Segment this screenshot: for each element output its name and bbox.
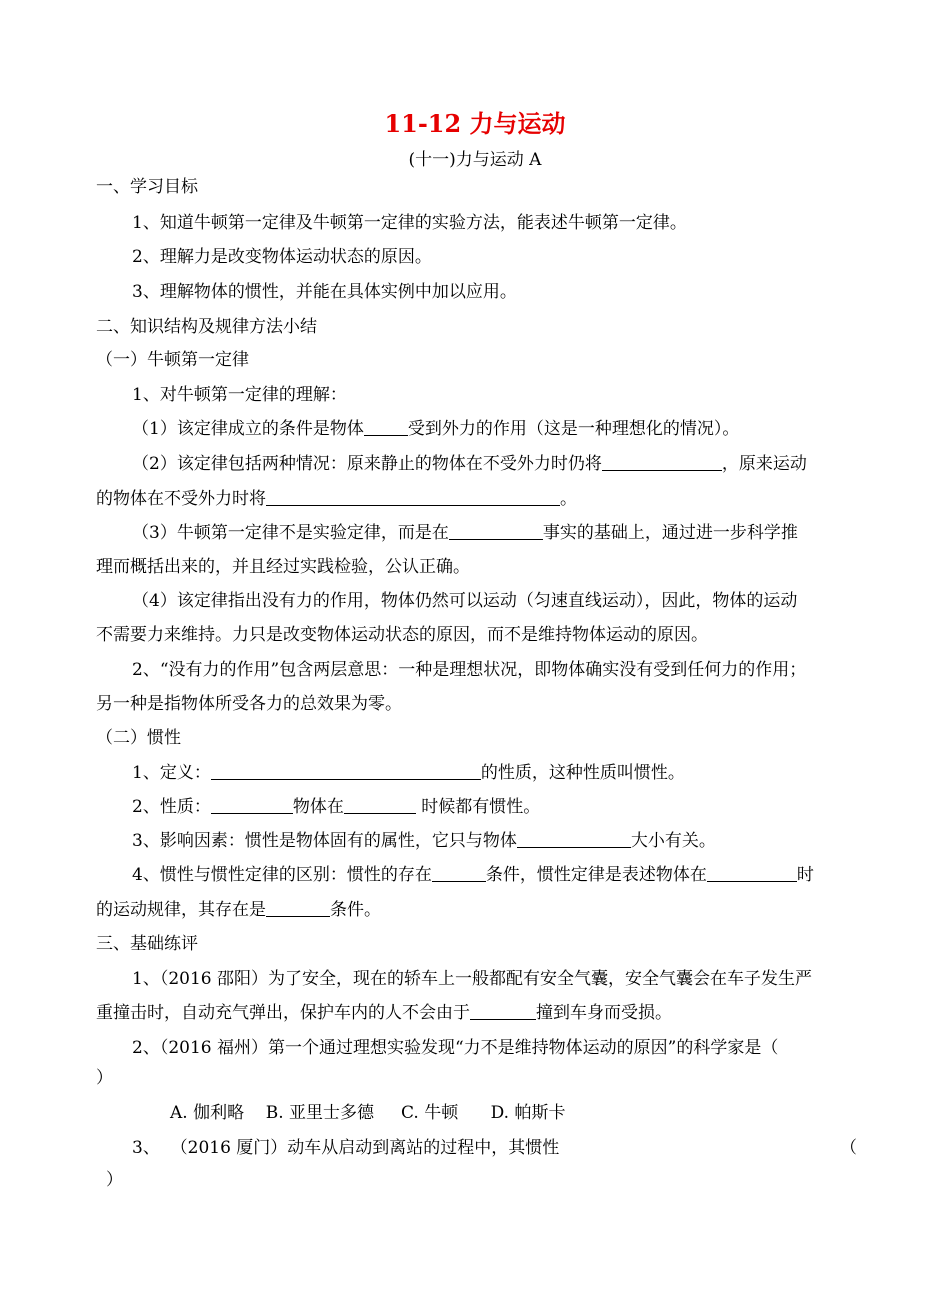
question-2-text-c: 的物体在不受外力时将 xyxy=(96,489,266,509)
question-2-text-b: ，原来运动 xyxy=(721,454,807,474)
definition-text-a: 1、定义： xyxy=(132,763,211,783)
factor-text-b: 大小有关。 xyxy=(630,831,716,851)
fill-blank[interactable] xyxy=(364,417,408,436)
question-2-line-2 xyxy=(96,487,577,511)
fill-blank[interactable] xyxy=(432,863,486,882)
fill-blank[interactable] xyxy=(449,521,543,540)
inertia-factor-line xyxy=(132,829,716,853)
subsection-heading-inertia: （二）惯性 xyxy=(96,728,181,748)
fill-blank[interactable] xyxy=(602,452,722,471)
section-heading-practice: 三、基础练评 xyxy=(96,934,198,954)
goal-item-3: 3、理解物体的惯性，并能在具体实例中加以应用。 xyxy=(132,282,517,302)
question-1-text-a: （1）该定律成立的条件是物体 xyxy=(132,419,364,439)
inertia-difference-line-2 xyxy=(96,898,381,922)
fill-blank[interactable] xyxy=(707,863,797,882)
exercise-3-bracket-close: ） xyxy=(106,1170,123,1190)
point-1: 1、对牛顿第一定律的理解： xyxy=(132,385,347,405)
inertia-definition-line xyxy=(132,761,685,785)
factor-text-a: 3、影响因素：惯性是物体固有的属性，它只与物体 xyxy=(132,831,517,851)
definition-text-b: 的性质，这种性质叫惯性。 xyxy=(480,763,685,783)
goal-item-2: 2、理解力是改变物体运动状态的原因。 xyxy=(132,247,432,267)
question-1-text-b: 受到外力的作用（这是一种理想化的情况）。 xyxy=(407,419,740,439)
question-3-text-b: 事实的基础上，通过进一步科学推 xyxy=(542,523,798,543)
question-2-line-1 xyxy=(132,452,807,476)
section-heading-knowledge: 二、知识结构及规律方法小结 xyxy=(96,317,317,337)
section-heading-goals: 一、学习目标 xyxy=(96,177,198,197)
inertia-property-line xyxy=(132,795,540,819)
exercise-1-text-b: 重撞击时，自动充气弹出，保护车内的人不会由于 xyxy=(96,1003,470,1023)
exercise-2-line-1: 2、（2016 福州）第一个通过理想实验发现“力不是维持物体运动的原因”的科学家是（ xyxy=(132,1038,779,1058)
exercise-2-line-2: ） xyxy=(96,1068,113,1088)
question-4-line-1: （4）该定律指出没有力的作用，物体仍然可以运动（匀速直线运动），因此，物体的运动 xyxy=(132,591,798,611)
fill-blank[interactable] xyxy=(266,898,330,917)
question-3-line-1 xyxy=(132,521,798,545)
inertia-difference-line-1 xyxy=(132,863,814,887)
exercise-1-text-c: 撞到车身而受损。 xyxy=(536,1003,672,1023)
exercise-1-line-1: 1、（2016 邵阳）为了安全，现在的轿车上一般都配有安全气囊，安全气囊会在车子发生严 xyxy=(132,969,812,989)
document-title: 11-12 力与运动 xyxy=(384,109,566,138)
difference-text-d: 的运动规律，其存在是 xyxy=(96,900,266,920)
property-text-a: 2、性质： xyxy=(132,797,211,817)
point-2-line-1: 2、“没有力的作用”包含两层意思：一种是理想状况，即物体确实没有受到任何力的作用； xyxy=(132,660,807,680)
fill-blank[interactable] xyxy=(211,761,481,780)
exercise-3-line-1: 3、 （2016 厦门）动车从启动到离站的过程中，其惯性 xyxy=(132,1138,560,1158)
difference-text-a: 4、惯性与惯性定律的区别：惯性的存在 xyxy=(132,865,432,885)
question-2-text-a: （2）该定律包括两种情况：原来静止的物体在不受外力时仍将 xyxy=(132,454,602,474)
exercise-2-options: A. 伽利略 B. 亚里士多德 C. 牛顿 D. 帕斯卡 xyxy=(170,1103,566,1123)
question-3-line-2: 理而概括出来的，并且经过实践检验，公认正确。 xyxy=(96,557,470,577)
exercise-3-bracket-open: （ xyxy=(840,1138,857,1158)
document-subtitle: (十一)力与运动 A xyxy=(408,150,542,170)
fill-blank[interactable] xyxy=(266,487,560,506)
question-4-line-2: 不需要力来维持。力只是改变物体运动状态的原因，而不是维持物体运动的原因。 xyxy=(96,625,708,645)
fill-blank[interactable] xyxy=(211,795,293,814)
property-text-c: 时候都有惯性。 xyxy=(415,797,541,817)
point-2-line-2: 另一种是指物体所受各力的总效果为零。 xyxy=(96,694,402,714)
question-2-text-d: 。 xyxy=(560,489,577,509)
difference-text-e: 条件。 xyxy=(330,900,381,920)
difference-text-b: 条件，惯性定律是表述物体在 xyxy=(485,865,707,885)
difference-text-c: 时 xyxy=(796,865,814,885)
subsection-heading-newton: （一）牛顿第一定律 xyxy=(96,350,249,370)
fill-blank[interactable] xyxy=(517,829,631,848)
fill-blank[interactable] xyxy=(470,1001,536,1020)
question-1-line xyxy=(132,417,739,441)
question-3-text-a: （3）牛顿第一定律不是实验定律，而是在 xyxy=(132,523,449,543)
goal-item-1: 1、知道牛顿第一定律及牛顿第一定律的实验方法，能表述牛顿第一定律。 xyxy=(132,213,687,233)
property-text-b: 物体在 xyxy=(292,797,344,817)
fill-blank[interactable] xyxy=(344,795,416,814)
exercise-1-line-2 xyxy=(96,1001,672,1025)
